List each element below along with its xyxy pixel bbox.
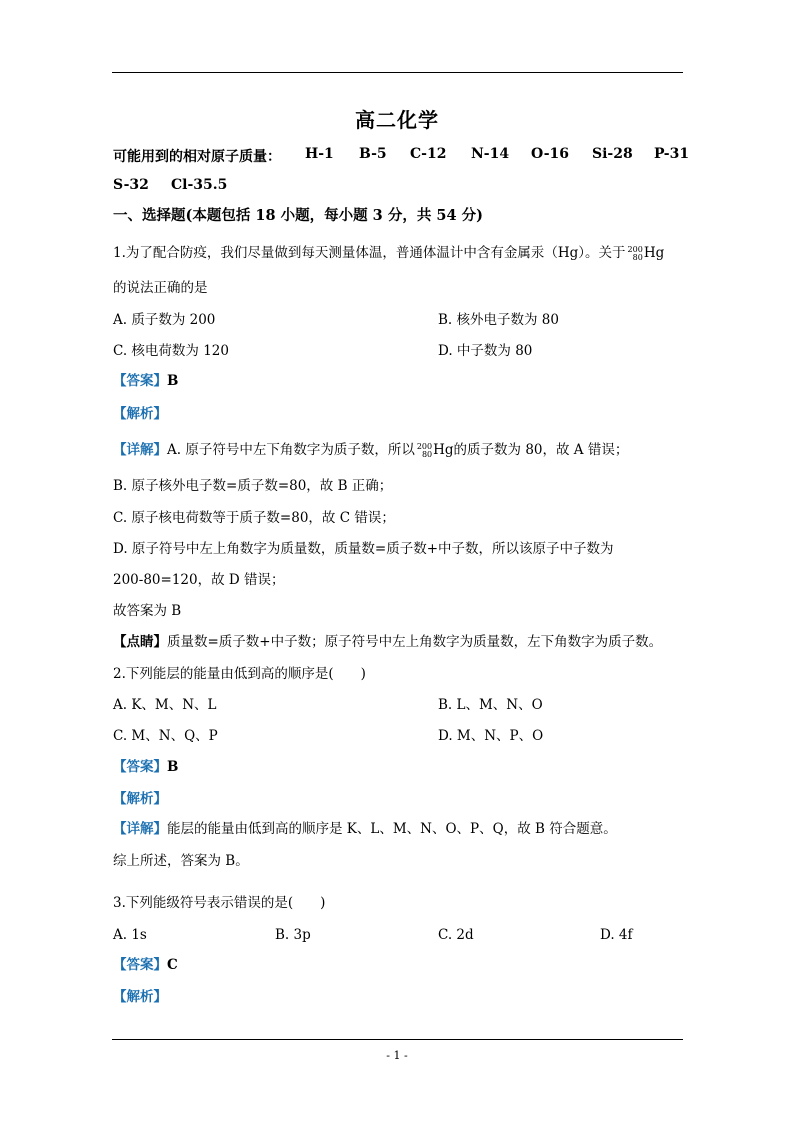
q1-stem-cont: 的说法正确的是 bbox=[113, 280, 208, 296]
answer-tag: 【答案】 bbox=[113, 373, 167, 389]
q3-option-d: D. 4f bbox=[600, 927, 633, 943]
q1-stem-text: 1.为了配合防疫，我们尽量做到每天测量体温，普通体温计中含有金属汞（Hg）。关于 bbox=[113, 245, 626, 261]
q1-nuclide bbox=[628, 246, 643, 262]
mass-c: C-12 bbox=[410, 146, 447, 162]
mass-s: S-32 bbox=[113, 177, 149, 193]
q1-detail-c: C. 原子核电荷数等于质子数=80，故 C 错误； bbox=[113, 510, 395, 526]
q1-option-d: D. 中子数为 80 bbox=[438, 343, 533, 359]
answer-value: C bbox=[167, 957, 178, 973]
q3-option-c: C. 2d bbox=[438, 927, 474, 943]
page-number: - 1 - bbox=[386, 1049, 408, 1062]
q2-option-b: B. L、M、N、O bbox=[438, 697, 543, 713]
detail-a-text: A. 原子符号中左下角数字为质子数，所以 bbox=[167, 442, 415, 458]
tip-tag: 【点睛】 bbox=[113, 634, 167, 650]
q2-option-c: C. M、N、Q、P bbox=[113, 728, 218, 744]
tip-text: 质量数=质子数+中子数；原子符号中左上角数字为质量数，左下角数字为质子数。 bbox=[167, 634, 663, 650]
q1-detail-d-cont: 200-80=120，故 D 错误； bbox=[113, 572, 285, 588]
nuclide-symbol: Hg bbox=[433, 442, 454, 458]
mass-si: Si-28 bbox=[592, 146, 633, 162]
q1-detail-a bbox=[113, 441, 628, 459]
q1-answer bbox=[113, 372, 178, 390]
nuclide-mass: 200 bbox=[416, 441, 433, 451]
q1-conclusion: 故答案为 B bbox=[113, 603, 182, 619]
detail-tag: 【详解】 bbox=[113, 442, 167, 458]
q2-option-a: A. K、M、N、L bbox=[113, 697, 217, 713]
q2-stem: 2.下列能层的能量由低到高的顺序是( ) bbox=[113, 666, 366, 682]
nuclide-symbol: Hg bbox=[643, 245, 665, 261]
detail-nuclide bbox=[417, 443, 432, 459]
q1-stem bbox=[113, 244, 664, 262]
answer-tag: 【答案】 bbox=[113, 957, 167, 973]
page-title: 高二化学 bbox=[355, 108, 439, 132]
detail-a-text-2: 的质子数为 80，故 A 错误； bbox=[453, 442, 629, 458]
answer-value: B bbox=[167, 759, 179, 775]
q2-detail bbox=[113, 820, 617, 838]
q1-option-b: B. 核外电子数为 80 bbox=[438, 312, 559, 328]
bottom-rule bbox=[112, 1039, 683, 1040]
q1-option-a: A. 质子数为 200 bbox=[113, 312, 216, 328]
detail-tag: 【详解】 bbox=[113, 821, 167, 837]
section-heading: 一、选择题(本题包括 18 小题，每小题 3 分，共 54 分) bbox=[113, 207, 483, 224]
q3-option-a: A. 1s bbox=[113, 927, 147, 943]
q2-summary: 综上所述，答案为 B。 bbox=[113, 853, 249, 869]
mass-o: O-16 bbox=[531, 146, 570, 162]
mass-h: H-1 bbox=[305, 146, 334, 162]
nuclide-z: 80 bbox=[632, 252, 643, 262]
detail-text: 能层的能量由低到高的顺序是 K、L、M、N、O、P、Q，故 B 符合题意。 bbox=[167, 821, 617, 837]
q3-answer bbox=[113, 956, 178, 974]
q1-tip bbox=[113, 633, 662, 651]
q1-analysis-tag: 【解析】 bbox=[113, 406, 167, 422]
q1-detail-b: B. 原子核外电子数=质子数=80，故 B 正确； bbox=[113, 478, 393, 494]
q2-answer bbox=[113, 758, 178, 776]
nuclide-z: 80 bbox=[421, 449, 433, 459]
q2-analysis-tag: 【解析】 bbox=[113, 791, 167, 807]
q3-option-b: B. 3p bbox=[275, 927, 311, 943]
masses-label: 可能用到的相对原子质量： bbox=[113, 149, 281, 165]
mass-cl: Cl-35.5 bbox=[171, 177, 228, 193]
q3-stem: 3.下列能级符号表示错误的是( ) bbox=[113, 895, 326, 911]
q3-analysis-tag: 【解析】 bbox=[113, 989, 167, 1005]
top-rule bbox=[112, 72, 683, 73]
mass-b: B-5 bbox=[359, 146, 387, 162]
mass-n: N-14 bbox=[471, 146, 510, 162]
mass-p: P-31 bbox=[654, 146, 690, 162]
answer-value: B bbox=[167, 373, 179, 389]
nuclide-mass: 200 bbox=[627, 244, 643, 254]
answer-tag: 【答案】 bbox=[113, 759, 167, 775]
q2-option-d: D. M、N、P、O bbox=[438, 728, 544, 744]
q1-option-c: C. 核电荷数为 120 bbox=[113, 343, 229, 359]
q1-detail-d: D. 原子符号中左上角数字为质量数，质量数=质子数+中子数，所以该原子中子数为 bbox=[113, 541, 614, 557]
